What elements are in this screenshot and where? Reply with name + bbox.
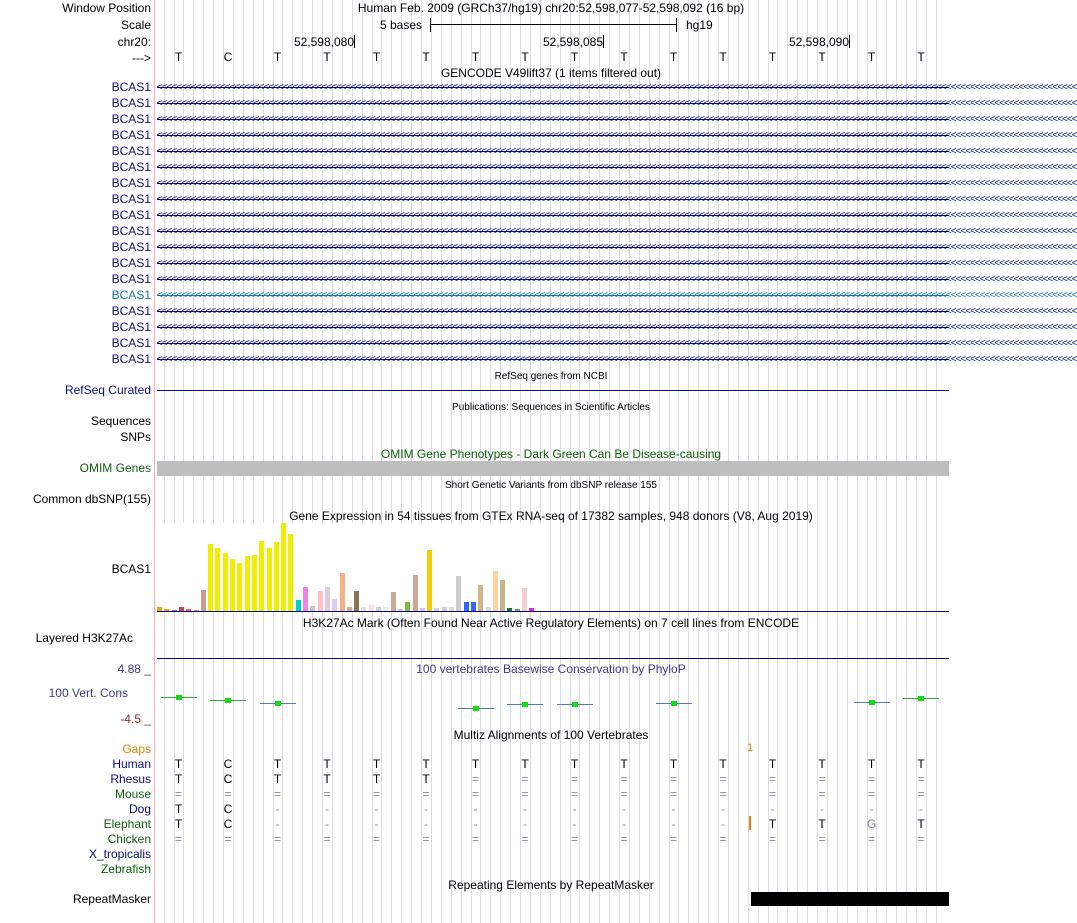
gtex-bar-chart[interactable] [157, 523, 549, 611]
multiz-base: T [669, 757, 678, 771]
strand-arrows: <<<<<<<<<<<<<<<<<<<<<<<<<<<<<<<<<<<<<<<<<<<<<<<<<<<<<<<<<<<<<<<<<<<<<<<<<<<<<<<<<<<<<<<<<<<<<<<<<<<<<<<<<<<<<<<<<<<<<<<<<<<<<<<<<<<<<<<<<<<<<<<<<<<<<<<<<<<<<<<<<<<<<<<<<<<<<<<<<<<<<<<<<<<<<< [157, 338, 1077, 349]
reference-base: T [818, 50, 826, 64]
reference-base: T [570, 50, 579, 64]
strand-arrows: <<<<<<<<<<<<<<<<<<<<<<<<<<<<<<<<<<<<<<<<<<<<<<<<<<<<<<<<<<<<<<<<<<<<<<<<<<<<<<<<<<<<<<<<<<<<<<<<<<<<<<<<<<<<<<<<<<<<<<<<<<<<<<<<<<<<<<<<<<<<<<<<<<<<<<<<<<<<<<<<<<<<<<<<<<<<<<<<<<<<<<<<<<<<<< [157, 146, 1077, 157]
gtex-track-label[interactable]: BCAS1 [111, 562, 151, 576]
gtex-tissue-bar[interactable] [471, 602, 476, 611]
gtex-tissue-bar[interactable] [522, 588, 527, 611]
multiz-base: = [917, 832, 925, 846]
multiz-base: = [422, 832, 430, 846]
multiz-base: T [917, 817, 925, 831]
refseq-gene-line[interactable] [157, 390, 949, 391]
gencode-gene-label[interactable]: BCAS1 [111, 176, 151, 190]
multiz-base: T [174, 772, 183, 786]
gtex-tissue-bar[interactable] [354, 591, 359, 611]
multiz-base: T [323, 757, 331, 771]
gtex-tissue-bar[interactable] [340, 573, 345, 611]
phylop-score-mark [473, 706, 479, 711]
multiz-base: T [768, 817, 777, 831]
multiz-base: - [919, 802, 923, 816]
gencode-gene-label[interactable]: BCAS1 [111, 144, 151, 158]
phylop-score-mark [522, 702, 528, 707]
refseq-track-title[interactable]: RefSeq genes from NCBI [494, 371, 608, 382]
multiz-gap-marker: 1 [747, 742, 754, 754]
window-position-label: Window Position [62, 1, 151, 15]
scale-label: Scale [120, 18, 151, 32]
multiz-base: T [570, 757, 579, 771]
multiz-base: - [424, 802, 428, 816]
multiz-base: = [867, 787, 875, 801]
multiz-base: = [818, 832, 826, 846]
multiz-base: T [422, 757, 430, 771]
multiz-species-label[interactable]: Chicken [107, 832, 151, 846]
multiz-base: - [721, 802, 725, 816]
gtex-tissue-bar[interactable] [223, 553, 228, 611]
multiz-base: = [323, 832, 331, 846]
strand-arrows: <<<<<<<<<<<<<<<<<<<<<<<<<<<<<<<<<<<<<<<<<<<<<<<<<<<<<<<<<<<<<<<<<<<<<<<<<<<<<<<<<<<<<<<<<<<<<<<<<<<<<<<<<<<<<<<<<<<<<<<<<<<<<<<<<<<<<<<<<<<<<<<<<<<<<<<<<<<<<<<<<<<<<<<<<<<<<<<<<<<<<<<<<<<<<< [157, 210, 1077, 221]
multiz-base: T [273, 757, 282, 771]
chrom-label: chr20: [117, 35, 151, 49]
repeatmasker-track-label[interactable]: RepeatMasker [72, 892, 151, 906]
multiz-base: - [622, 817, 626, 831]
multiz-base: T [372, 757, 381, 771]
reference-base: T [323, 50, 331, 64]
multiz-base: - [622, 802, 626, 816]
repeatmasker-track-title[interactable]: Repeating Elements by RepeatMasker [448, 878, 654, 892]
reference-base: T [273, 50, 282, 64]
multiz-base: = [471, 787, 479, 801]
multiz-base: = [273, 787, 281, 801]
reference-base: T [917, 50, 925, 64]
gencode-gene-label[interactable]: BCAS1 [111, 304, 151, 318]
window-position-value: Human Feb. 2009 (GRCh37/hg19) chr20:52,598,077-52,598,092 (16 bp) [357, 1, 745, 15]
phylop-score-mark [671, 701, 677, 706]
multiz-base: T [620, 757, 628, 771]
reference-base: T [669, 50, 678, 64]
gencode-gene-label[interactable]: BCAS1 [111, 224, 151, 238]
multiz-base: - [869, 802, 874, 816]
reference-base: T [471, 50, 480, 64]
gencode-gene-label[interactable]: BCAS1 [111, 336, 151, 350]
gtex-track-title[interactable]: Gene Expression in 54 tissues from GTEx RNA-seq of 17382 samples, 948 donors (V8, Aug 2019) [289, 509, 813, 523]
multiz-base: = [818, 787, 826, 801]
multiz-base: - [473, 802, 478, 816]
gtex-tissue-bar[interactable] [296, 600, 301, 611]
multiz-base: T [174, 802, 183, 816]
multiz-base: = [818, 772, 826, 786]
gencode-gene-label[interactable]: BCAS1 [111, 160, 151, 174]
multiz-species-label[interactable]: Rhesus [110, 772, 151, 786]
multiz-base: = [719, 832, 727, 846]
gtex-tissue-bar[interactable] [456, 576, 461, 611]
dbsnp-track-title[interactable]: Short Genetic Variants from dbSNP release 155 [445, 480, 657, 491]
assembly-name: hg19 [686, 18, 713, 32]
strand-arrows: <<<<<<<<<<<<<<<<<<<<<<<<<<<<<<<<<<<<<<<<<<<<<<<<<<<<<<<<<<<<<<<<<<<<<<<<<<<<<<<<<<<<<<<<<<<<<<<<<<<<<<<<<<<<<<<<<<<<<<<<<<<<<<<<<<<<<<<<<<<<<<<<<<<<<<<<<<<<<<<<<<<<<<<<<<<<<<<<<<<<<<<<<<<<<< [157, 226, 1077, 237]
multiz-base: = [669, 832, 677, 846]
multiz-base: T [372, 772, 381, 786]
phylop-track-label[interactable]: 100 Vert. Cons [48, 686, 128, 700]
gtex-tissue-bar[interactable] [288, 534, 293, 611]
publications-track-label-2[interactable]: SNPs [120, 430, 151, 444]
multiz-gaps-label: Gaps [122, 742, 151, 756]
multiz-base: = [768, 787, 776, 801]
strand-arrows: <<<<<<<<<<<<<<<<<<<<<<<<<<<<<<<<<<<<<<<<<<<<<<<<<<<<<<<<<<<<<<<<<<<<<<<<<<<<<<<<<<<<<<<<<<<<<<<<<<<<<<<<<<<<<<<<<<<<<<<<<<<<<<<<<<<<<<<<<<<<<<<<<<<<<<<<<<<<<<<<<<<<<<<<<<<<<<<<<<<<<<<<<<<<<< [157, 98, 1077, 109]
reference-base: T [174, 50, 183, 64]
gtex-tissue-bar[interactable] [230, 559, 235, 611]
reference-base: C [223, 50, 233, 64]
multiz-base: = [570, 772, 578, 786]
gencode-gene-label[interactable]: BCAS1 [111, 80, 151, 94]
multiz-base: = [719, 787, 727, 801]
multiz-base: = [521, 832, 529, 846]
multiz-base: - [770, 802, 775, 816]
gencode-gene-label[interactable]: BCAS1 [111, 192, 151, 206]
multiz-base: = [620, 787, 628, 801]
gtex-tissue-bar[interactable] [427, 550, 432, 611]
gtex-tissue-bar[interactable] [413, 575, 418, 611]
multiz-base: - [671, 817, 676, 831]
multiz-base: = [620, 832, 628, 846]
multiz-base: = [768, 772, 776, 786]
gencode-gene-label[interactable]: BCAS1 [111, 256, 151, 270]
multiz-base: T [719, 757, 727, 771]
strand-arrows: <<<<<<<<<<<<<<<<<<<<<<<<<<<<<<<<<<<<<<<<<<<<<<<<<<<<<<<<<<<<<<<<<<<<<<<<<<<<<<<<<<<<<<<<<<<<<<<<<<<<<<<<<<<<<<<<<<<<<<<<<<<<<<<<<<<<<<<<<<<<<<<<<<<<<<<<<<<<<<<<<<<<<<<<<<<<<<<<<<<<<<<<<<<<<< [157, 354, 1077, 365]
position-tick [603, 35, 604, 48]
multiz-base: T [323, 772, 331, 786]
gtex-tissue-bar[interactable] [318, 591, 323, 611]
gtex-tissue-bar[interactable] [208, 544, 213, 611]
multiz-base: - [374, 802, 379, 816]
multiz-base: = [917, 787, 925, 801]
phylop-score-mark [918, 696, 924, 701]
strand-arrows: <<<<<<<<<<<<<<<<<<<<<<<<<<<<<<<<<<<<<<<<<<<<<<<<<<<<<<<<<<<<<<<<<<<<<<<<<<<<<<<<<<<<<<<<<<<<<<<<<<<<<<<<<<<<<<<<<<<<<<<<<<<<<<<<<<<<<<<<<<<<<<<<<<<<<<<<<<<<<<<<<<<<<<<<<<<<<<<<<<<<<<<<<<<<<< [157, 194, 1077, 205]
phylop-score-mark [572, 702, 578, 707]
multiz-base: = [471, 772, 479, 786]
multiz-base: C [223, 802, 233, 816]
phylop-score-mark [275, 701, 281, 706]
multiz-species-label[interactable]: Dog [128, 802, 151, 816]
multiz-base: G [866, 817, 877, 831]
strand-arrows: <<<<<<<<<<<<<<<<<<<<<<<<<<<<<<<<<<<<<<<<<<<<<<<<<<<<<<<<<<<<<<<<<<<<<<<<<<<<<<<<<<<<<<<<<<<<<<<<<<<<<<<<<<<<<<<<<<<<<<<<<<<<<<<<<<<<<<<<<<<<<<<<<<<<<<<<<<<<<<<<<<<<<<<<<<<<<<<<<<<<<<<<<<<<<< [157, 82, 1077, 93]
h3k27ac-track-label[interactable]: Layered H3K27Ac [35, 631, 133, 645]
multiz-base: - [275, 802, 280, 816]
multiz-base: - [671, 802, 676, 816]
position-tick [354, 35, 355, 48]
multiz-insertion-bar [749, 816, 751, 830]
gtex-tissue-bar[interactable] [259, 541, 264, 611]
strand-arrows: <<<<<<<<<<<<<<<<<<<<<<<<<<<<<<<<<<<<<<<<<<<<<<<<<<<<<<<<<<<<<<<<<<<<<<<<<<<<<<<<<<<<<<<<<<<<<<<<<<<<<<<<<<<<<<<<<<<<<<<<<<<<<<<<<<<<<<<<<<<<<<<<<<<<<<<<<<<<<<<<<<<<<<<<<<<<<<<<<<<<<<<<<<<<<< [157, 322, 1077, 333]
multiz-base: = [620, 772, 628, 786]
gencode-gene-label[interactable]: BCAS1 [111, 112, 151, 126]
gencode-gene-label[interactable]: BCAS1 [111, 240, 151, 254]
gtex-tissue-bar[interactable] [500, 580, 505, 611]
multiz-base: = [917, 772, 925, 786]
strand-arrows: <<<<<<<<<<<<<<<<<<<<<<<<<<<<<<<<<<<<<<<<<<<<<<<<<<<<<<<<<<<<<<<<<<<<<<<<<<<<<<<<<<<<<<<<<<<<<<<<<<<<<<<<<<<<<<<<<<<<<<<<<<<<<<<<<<<<<<<<<<<<<<<<<<<<<<<<<<<<<<<<<<<<<<<<<<<<<<<<<<<<<<<<<<<<<< [157, 258, 1077, 269]
label-column-divider [154, 0, 155, 923]
position-tick-label: 52,598,085 [542, 35, 603, 49]
gtex-tissue-bar[interactable] [215, 548, 220, 611]
multiz-base: T [768, 757, 777, 771]
multiz-base: T [917, 757, 925, 771]
multiz-base: = [669, 772, 677, 786]
multiz-base: T [818, 757, 826, 771]
gtex-tissue-bar[interactable] [493, 571, 498, 611]
phylop-max-label: 4.88 _ [117, 662, 151, 676]
multiz-base: - [572, 817, 577, 831]
multiz-base: - [523, 817, 527, 831]
gtex-tissue-bar[interactable] [281, 523, 286, 611]
multiz-base: T [174, 817, 183, 831]
multiz-base: T [422, 772, 430, 786]
multiz-base: = [867, 772, 875, 786]
multiz-base: = [323, 787, 331, 801]
multiz-base: C [223, 772, 233, 786]
omim-track-label[interactable]: OMIM Genes [79, 461, 151, 475]
gencode-gene-label[interactable]: BCAS1 [111, 288, 151, 302]
omim-gene-block[interactable] [157, 461, 949, 476]
multiz-species-label[interactable]: Elephant [103, 817, 151, 831]
multiz-base: T [273, 772, 282, 786]
strand-arrows: <<<<<<<<<<<<<<<<<<<<<<<<<<<<<<<<<<<<<<<<<<<<<<<<<<<<<<<<<<<<<<<<<<<<<<<<<<<<<<<<<<<<<<<<<<<<<<<<<<<<<<<<<<<<<<<<<<<<<<<<<<<<<<<<<<<<<<<<<<<<<<<<<<<<<<<<<<<<<<<<<<<<<<<<<<<<<<<<<<<<<<<<<<<<<< [157, 242, 1077, 253]
multiz-base: = [174, 832, 182, 846]
scale-value: 5 bases [380, 18, 423, 32]
multiz-base: = [570, 832, 578, 846]
gtex-tissue-bar[interactable] [237, 563, 242, 611]
multiz-base: T [818, 817, 826, 831]
multiz-species-label[interactable]: Zebrafish [100, 862, 151, 876]
multiz-base: = [372, 832, 380, 846]
multiz-base: T [174, 757, 183, 771]
phylop-score-mark [869, 700, 875, 705]
h3k27ac-baseline [157, 658, 949, 659]
repeat-element-block[interactable] [751, 892, 949, 906]
phylop-track-title[interactable]: 100 vertebrates Basewise Conservation by PhyloP [416, 662, 686, 676]
publications-track-title[interactable]: Publications: Sequences in Scientific Articles [452, 402, 650, 413]
phylop-score-mark [225, 698, 231, 703]
position-tick-label: 52,598,080 [293, 35, 354, 49]
h3k27ac-track-title[interactable]: H3K27Ac Mark (Often Found Near Active Regulatory Elements) on 7 cell lines from ENCODE [302, 616, 800, 630]
multiz-base: - [325, 817, 329, 831]
gtex-tissue-bar[interactable] [464, 602, 469, 611]
multiz-base: T [471, 757, 480, 771]
omim-track-title[interactable]: OMIM Gene Phenotypes - Dark Green Can Be Disease-causing [380, 447, 722, 461]
gtex-tissue-bar[interactable] [245, 556, 250, 611]
phylop-plot[interactable] [157, 682, 949, 722]
reference-base: T [372, 50, 381, 64]
multiz-base: = [174, 787, 182, 801]
strand-arrows: <<<<<<<<<<<<<<<<<<<<<<<<<<<<<<<<<<<<<<<<<<<<<<<<<<<<<<<<<<<<<<<<<<<<<<<<<<<<<<<<<<<<<<<<<<<<<<<<<<<<<<<<<<<<<<<<<<<<<<<<<<<<<<<<<<<<<<<<<<<<<<<<<<<<<<<<<<<<<<<<<<<<<<<<<<<<<<<<<<<<<<<<<<<<<< [157, 306, 1077, 317]
gtex-tissue-bar[interactable] [332, 599, 337, 611]
multiz-base: - [374, 817, 379, 831]
multiz-base: = [521, 787, 529, 801]
multiz-species-label[interactable]: Human [112, 757, 151, 771]
multiz-species-label[interactable]: Mouse [114, 787, 151, 801]
gencode-gene-label[interactable]: BCAS1 [111, 320, 151, 334]
multiz-base: T [521, 757, 529, 771]
multiz-base: - [820, 802, 824, 816]
gtex-tissue-bar[interactable] [267, 548, 272, 611]
gencode-gene-label[interactable]: BCAS1 [111, 208, 151, 222]
multiz-base: = [224, 832, 232, 846]
position-tick-label: 52,598,090 [788, 35, 849, 49]
publications-track-label[interactable]: Sequences [90, 414, 151, 428]
multiz-base: - [275, 817, 280, 831]
gtex-tissue-bar[interactable] [274, 542, 279, 611]
multiz-base: - [721, 817, 725, 831]
multiz-base: C [223, 817, 233, 831]
gtex-tissue-bar[interactable] [405, 602, 410, 611]
gencode-gene-label[interactable]: BCAS1 [111, 128, 151, 142]
gtex-tissue-bar[interactable] [252, 555, 257, 611]
reference-base: T [867, 50, 876, 64]
multiz-base: - [473, 817, 478, 831]
multiz-base: = [719, 772, 727, 786]
multiz-base: = [273, 832, 281, 846]
gtex-tissue-bar[interactable] [201, 590, 206, 611]
multiz-base: = [867, 832, 875, 846]
gencode-gene-label[interactable]: BCAS1 [111, 272, 151, 286]
gtex-tissue-bar[interactable] [391, 592, 396, 611]
gtex-baseline [157, 611, 949, 612]
gtex-tissue-bar[interactable] [478, 585, 483, 611]
strand-label: ---> [132, 51, 151, 65]
multiz-base: = [669, 787, 677, 801]
multiz-base: - [572, 802, 577, 816]
strand-arrows: <<<<<<<<<<<<<<<<<<<<<<<<<<<<<<<<<<<<<<<<<<<<<<<<<<<<<<<<<<<<<<<<<<<<<<<<<<<<<<<<<<<<<<<<<<<<<<<<<<<<<<<<<<<<<<<<<<<<<<<<<<<<<<<<<<<<<<<<<<<<<<<<<<<<<<<<<<<<<<<<<<<<<<<<<<<<<<<<<<<<<<<<<<<<<< [157, 290, 1077, 301]
strand-arrows: <<<<<<<<<<<<<<<<<<<<<<<<<<<<<<<<<<<<<<<<<<<<<<<<<<<<<<<<<<<<<<<<<<<<<<<<<<<<<<<<<<<<<<<<<<<<<<<<<<<<<<<<<<<<<<<<<<<<<<<<<<<<<<<<<<<<<<<<<<<<<<<<<<<<<<<<<<<<<<<<<<<<<<<<<<<<<<<<<<<<<<<<<<<<<< [157, 162, 1077, 173]
reference-base: T [768, 50, 777, 64]
multiz-base: = [521, 772, 529, 786]
multiz-base: = [471, 832, 479, 846]
multiz-base: T [867, 757, 876, 771]
gencode-gene-label[interactable]: BCAS1 [111, 96, 151, 110]
reference-base: T [422, 50, 430, 64]
dbsnp-track-label[interactable]: Common dbSNP(155) [32, 492, 151, 506]
strand-arrows: <<<<<<<<<<<<<<<<<<<<<<<<<<<<<<<<<<<<<<<<<<<<<<<<<<<<<<<<<<<<<<<<<<<<<<<<<<<<<<<<<<<<<<<<<<<<<<<<<<<<<<<<<<<<<<<<<<<<<<<<<<<<<<<<<<<<<<<<<<<<<<<<<<<<<<<<<<<<<<<<<<<<<<<<<<<<<<<<<<<<<<<<<<<<<< [157, 114, 1077, 125]
multiz-base: - [325, 802, 329, 816]
multiz-base: = [570, 787, 578, 801]
reference-base: T [521, 50, 529, 64]
multiz-base: - [424, 817, 428, 831]
multiz-base: = [422, 787, 430, 801]
multiz-base: = [372, 787, 380, 801]
phylop-min-label: -4.5 _ [120, 712, 151, 726]
position-tick [849, 35, 850, 48]
strand-arrows: <<<<<<<<<<<<<<<<<<<<<<<<<<<<<<<<<<<<<<<<<<<<<<<<<<<<<<<<<<<<<<<<<<<<<<<<<<<<<<<<<<<<<<<<<<<<<<<<<<<<<<<<<<<<<<<<<<<<<<<<<<<<<<<<<<<<<<<<<<<<<<<<<<<<<<<<<<<<<<<<<<<<<<<<<<<<<<<<<<<<<<<<<<<<<< [157, 274, 1077, 285]
gencode-track-title[interactable]: GENCODE V49lift37 (1 items filtered out) [440, 66, 662, 80]
multiz-base: - [523, 802, 527, 816]
phylop-score-mark [176, 695, 182, 700]
multiz-species-label[interactable]: X_tropicalis [88, 847, 151, 861]
reference-base: T [719, 50, 727, 64]
multiz-base: = [224, 787, 232, 801]
multiz-base: C [223, 757, 233, 771]
reference-base: T [620, 50, 628, 64]
refseq-track-label[interactable]: RefSeq Curated [64, 383, 151, 397]
multiz-base: = [768, 832, 776, 846]
gtex-tissue-bar[interactable] [303, 587, 308, 611]
gencode-gene-label[interactable]: BCAS1 [111, 352, 151, 366]
strand-arrows: <<<<<<<<<<<<<<<<<<<<<<<<<<<<<<<<<<<<<<<<<<<<<<<<<<<<<<<<<<<<<<<<<<<<<<<<<<<<<<<<<<<<<<<<<<<<<<<<<<<<<<<<<<<<<<<<<<<<<<<<<<<<<<<<<<<<<<<<<<<<<<<<<<<<<<<<<<<<<<<<<<<<<<<<<<<<<<<<<<<<<<<<<<<<<< [157, 178, 1077, 189]
strand-arrows: <<<<<<<<<<<<<<<<<<<<<<<<<<<<<<<<<<<<<<<<<<<<<<<<<<<<<<<<<<<<<<<<<<<<<<<<<<<<<<<<<<<<<<<<<<<<<<<<<<<<<<<<<<<<<<<<<<<<<<<<<<<<<<<<<<<<<<<<<<<<<<<<<<<<<<<<<<<<<<<<<<<<<<<<<<<<<<<<<<<<<<<<<<<<<< [157, 130, 1077, 141]
gtex-tissue-bar[interactable] [325, 587, 330, 611]
multiz-track-title[interactable]: Multiz Alignments of 100 Vertebrates [453, 728, 649, 742]
scale-bar [430, 18, 677, 32]
